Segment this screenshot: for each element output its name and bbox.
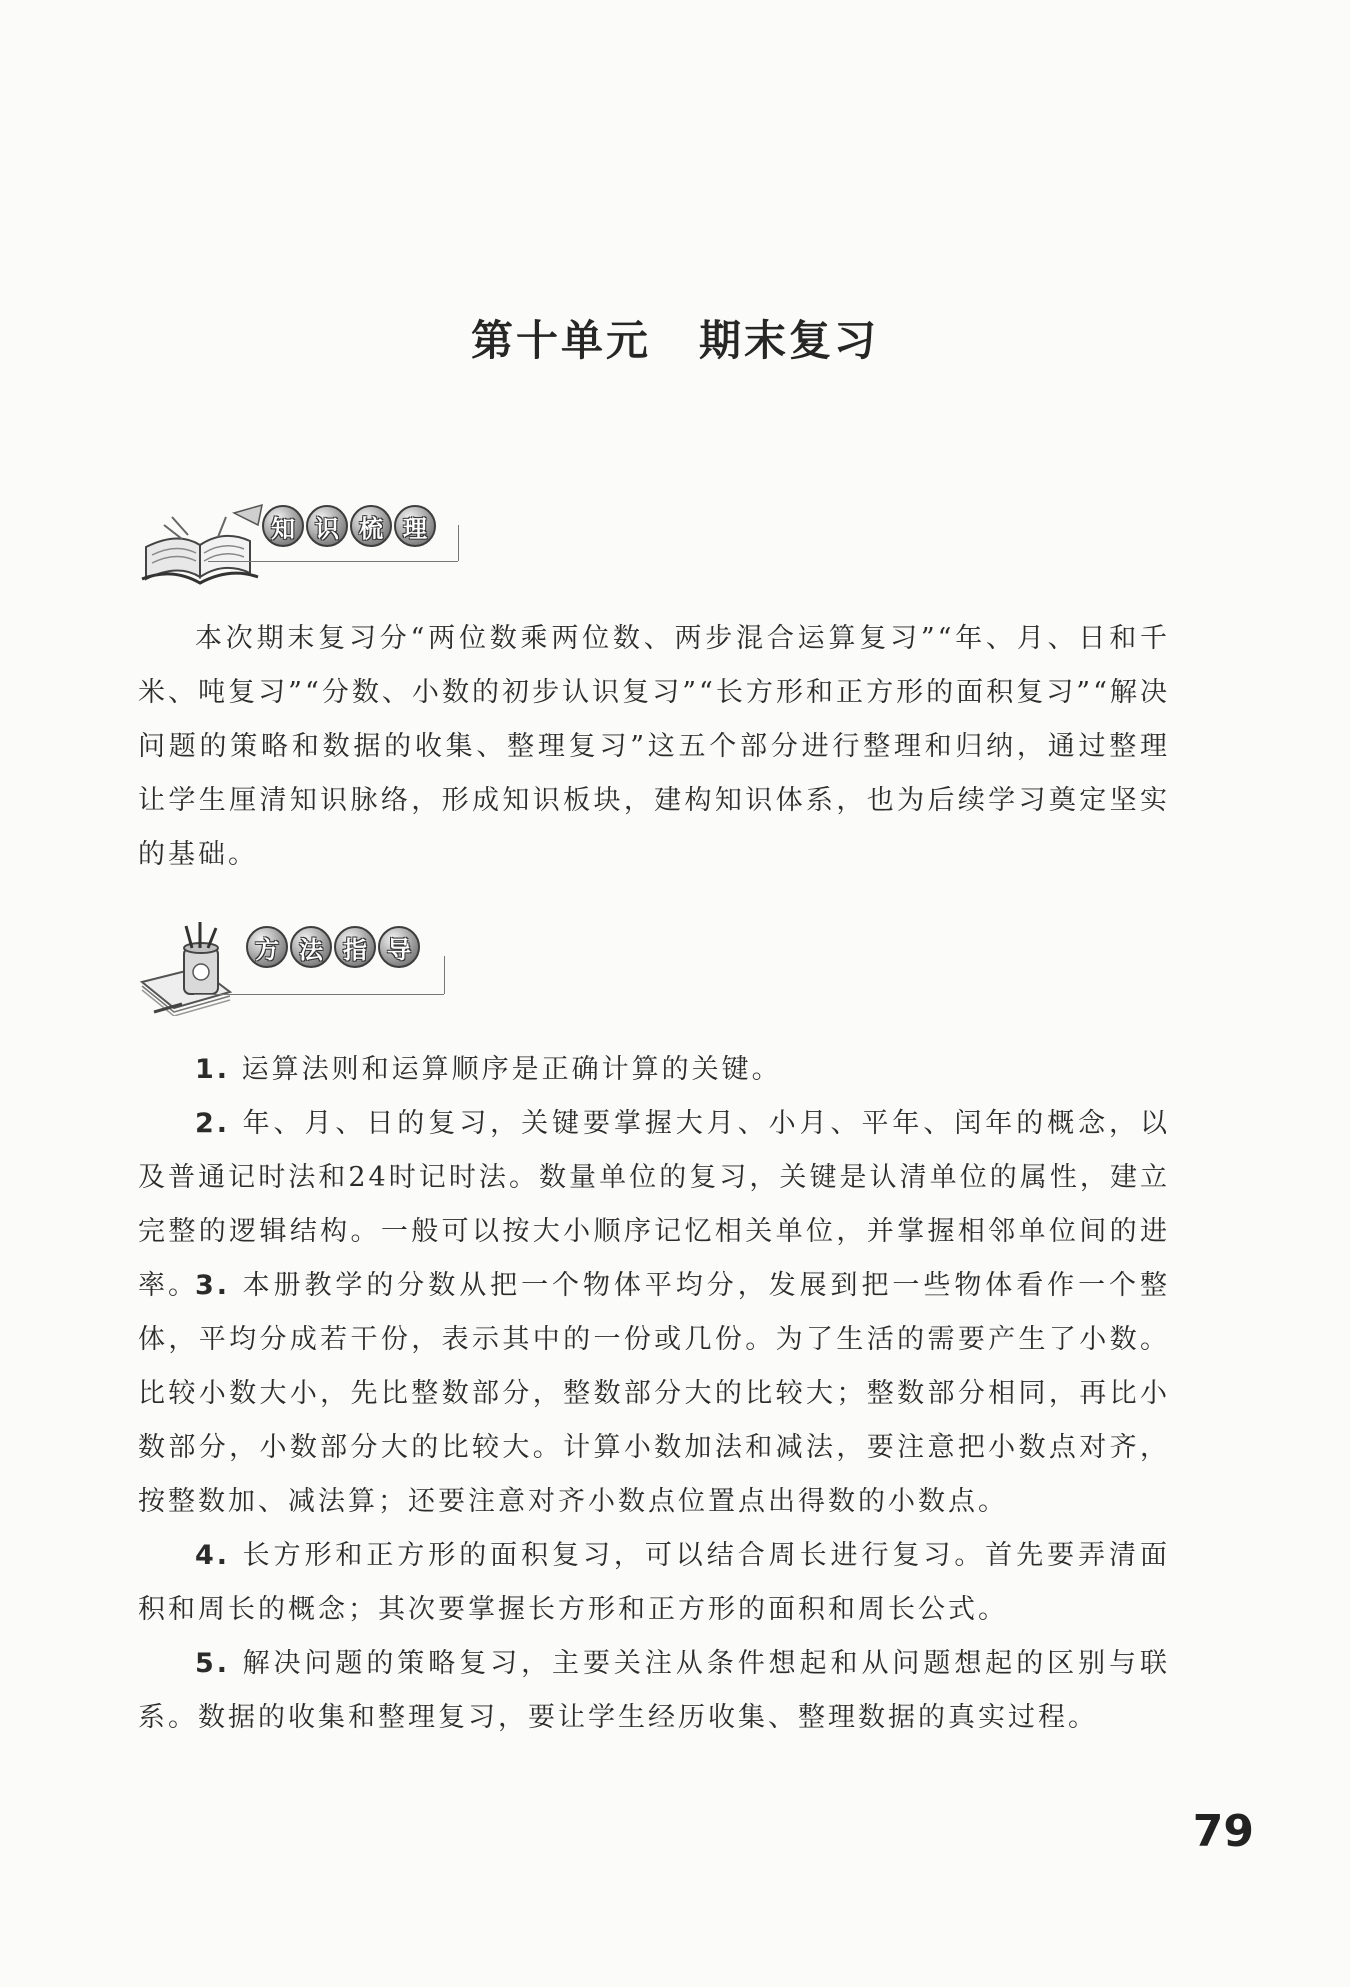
section-underline xyxy=(194,994,444,995)
section-header-knowledge xyxy=(138,495,468,591)
method-item-5: 5. 解决问题的策略复习，主要关注从条件想起和从问题想起的区别与联系。数据的收集和整理复习，要让学生经历收集、整理数据的真实过程。 xyxy=(138,1648,1170,1733)
section-title-method: 方 法 指 导 xyxy=(246,926,420,968)
chapter-title xyxy=(0,308,1350,368)
page-number: 79 xyxy=(1192,1806,1254,1857)
section-underline xyxy=(208,561,458,562)
section-header-method xyxy=(138,920,468,1016)
section-bracket xyxy=(458,525,459,561)
open-book-icon xyxy=(138,495,268,591)
section-bracket xyxy=(444,956,445,994)
chapter-title-topic: 期末复习 xyxy=(699,316,880,365)
chapter-title-unit: 第十单元 xyxy=(470,316,651,365)
method-item-1: 1. 运算法则和运算顺序是正确计算的关键。 xyxy=(195,1054,782,1085)
method-item-3: 3. 本册教学的分数从把一个物体平均分，发展到把一些物体看作一个整体，平均分成若干份，表示其中的一份或几份。为了生活的需要产生了小数。比较小数大小，先比整数部分，整数部分大的比较大；整数部分相同，再比小数部分，小数部分大的比较大。计算小数加法和减法，要注意把小数点对齐，按整数加、减法算；还要注意对齐小数点位置点出得数的小数点。 xyxy=(138,1270,1170,1517)
knowledge-paragraph: 本次期末复习分“两位数乘两位数、两步混合运算复习”“年、月、日和千米、吨复习”“分数、小数的初步认识复习”“长方形和正方形的面积复习”“解决问题的策略和数据的收集、整理复习”这五个部分进行整理和归纳，通过整理让学生厘清知识脉络，形成知识板块，建构知识体系，也为后续学习奠定坚实的基础。 xyxy=(138,623,1170,870)
section-title-knowledge: 知 识 梳 理 xyxy=(262,505,436,547)
method-item-4: 4. 长方形和正方形的面积复习，可以结合周长进行复习。首先要弄清面积和周长的概念；其次要掌握长方形和正方形的面积和周长公式。 xyxy=(138,1540,1170,1625)
method-item-2: 2. 年、月、日的复习，关键要掌握大月、小月、平年、闰年的概念，以及普通记时法和24时记时法。数量单位的复习，关键是认清单位的属性，建立完整的逻辑结构。一般可以按大小顺序记忆相关单位，并掌握相邻单位间的进率。 xyxy=(138,1108,1170,1301)
